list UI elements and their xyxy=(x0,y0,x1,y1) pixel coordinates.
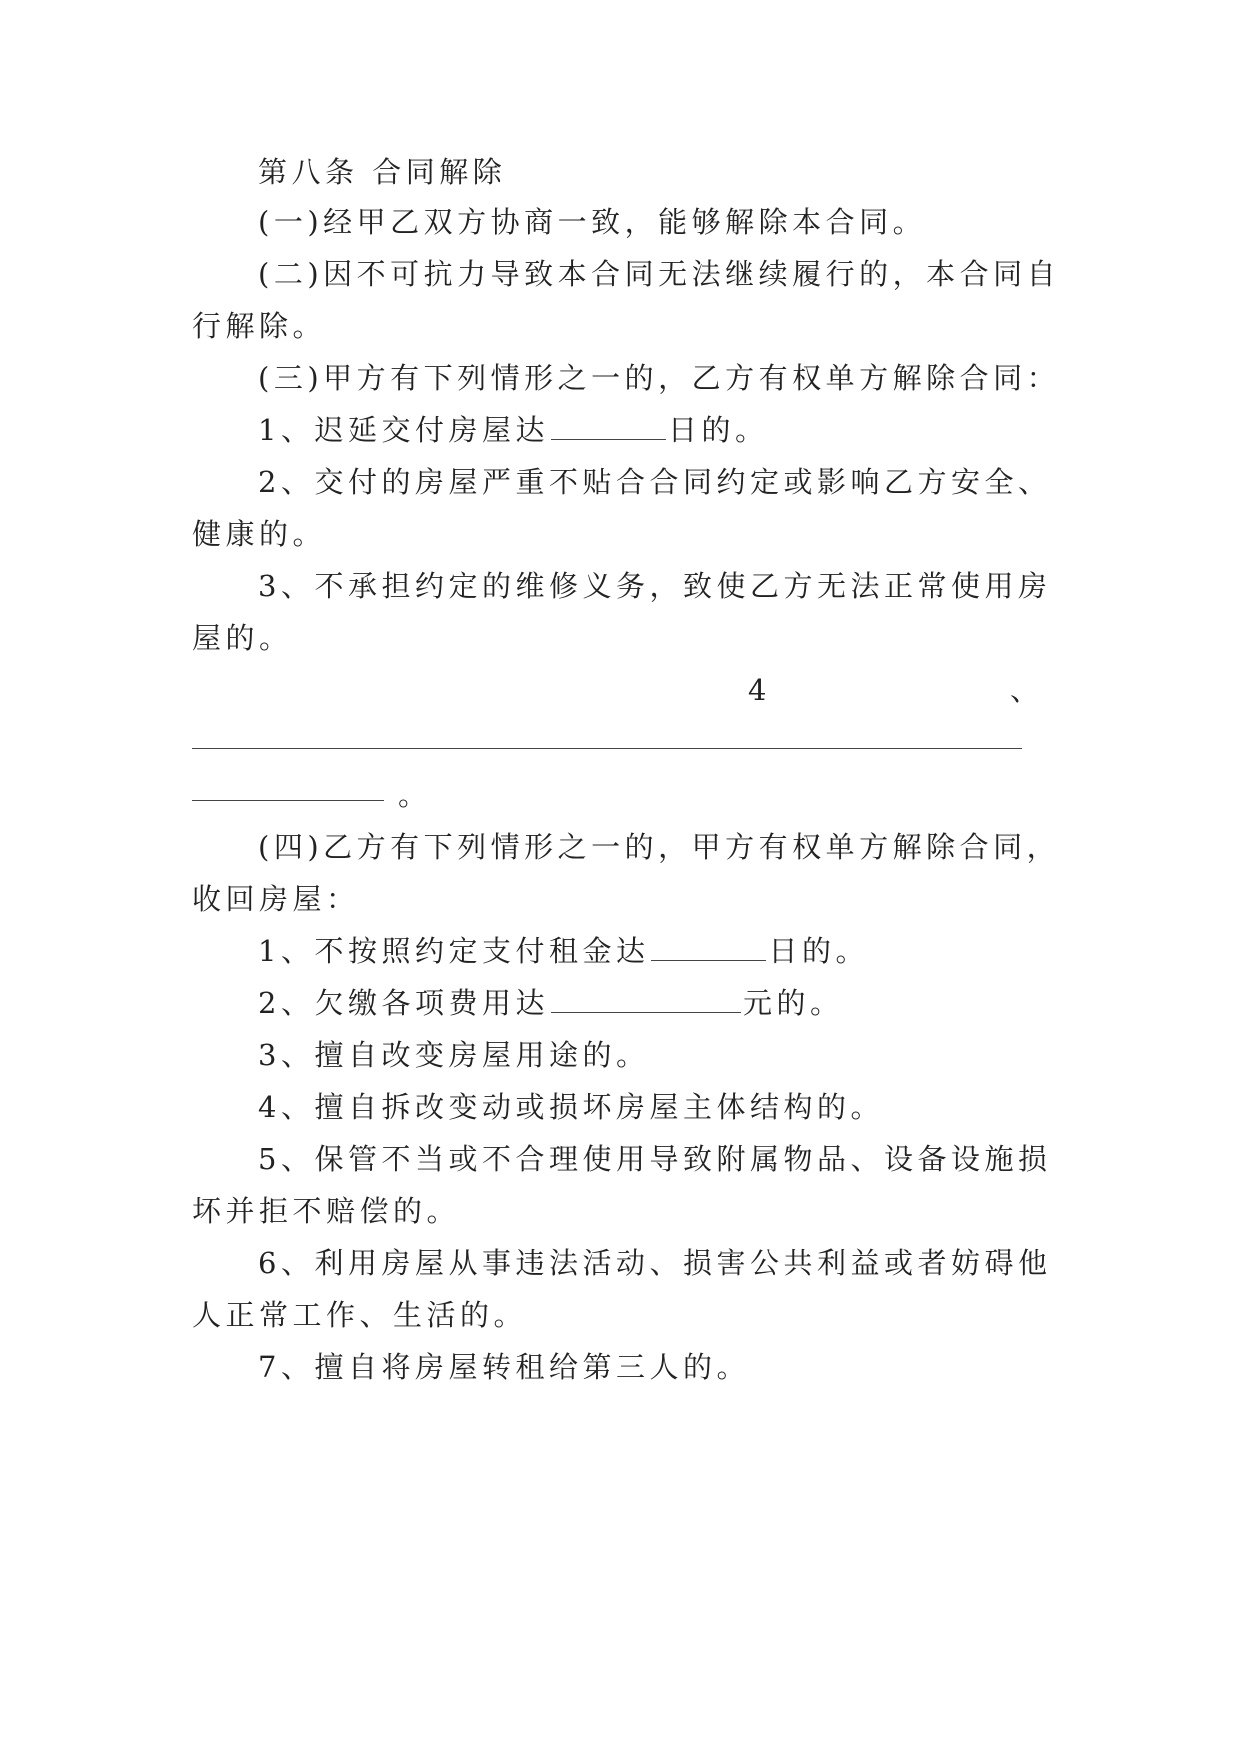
clause-3-item-4-number: 4 xyxy=(748,673,771,707)
clause-3-item-4-end: 。 xyxy=(398,778,432,812)
clause-1: (一)经甲乙双方协商一致，能够解除本合同。 xyxy=(258,205,927,239)
clause-4-item-2 xyxy=(258,983,843,1023)
clause-3: (三)甲方有下列情形之一的，乙方有权单方解除合同： xyxy=(258,361,1061,395)
clause-4-item-6-line-1: 6、利用房屋从事违法活动、损害公共利益或者妨碍他 xyxy=(258,1246,1052,1280)
article-heading: 第八条 合同解除 xyxy=(258,155,507,189)
clause-4-line-1: (四)乙方有下列情形之一的，甲方有权单方解除合同， xyxy=(258,830,1061,864)
clause-4-item-5-line-1: 5、保管不当或不合理使用导致附属物品、设备设施损 xyxy=(258,1142,1052,1176)
clause-3-item-1-text: 1、迟延交付房屋达 xyxy=(258,413,549,447)
clause-3-item-1-suffix: 日的。 xyxy=(667,413,769,447)
fill-blank-days[interactable] xyxy=(551,413,666,440)
clause-4-item-1-text: 1、不按照约定支付租金达 xyxy=(258,934,650,968)
clause-4-item-4: 4、擅自拆改变动或损坏房屋主体结构的。 xyxy=(258,1090,884,1124)
fill-blank-rent-days[interactable] xyxy=(651,934,766,961)
clause-4-item-3: 3、擅自改变房屋用途的。 xyxy=(258,1038,650,1072)
clause-3-item-2-line-1: 2、交付的房屋严重不贴合合同约定或影响乙方安全、 xyxy=(258,465,1052,499)
clause-4-item-1-suffix: 日的。 xyxy=(768,934,869,968)
clause-4-item-5-line-2: 坏并拒不赔偿的。 xyxy=(192,1194,461,1228)
clause-4-item-1 xyxy=(258,931,869,971)
fill-blank-line-long[interactable] xyxy=(192,748,1022,749)
fill-blank-fee-amount[interactable] xyxy=(551,986,741,1013)
clause-2-line-2: 行解除。 xyxy=(192,309,327,343)
clause-4-item-7: 7、擅自将房屋转租给第三人的。 xyxy=(258,1350,750,1384)
clause-3-item-4-separator: 、 xyxy=(1010,673,1044,707)
clause-3-item-3-line-2: 屋的。 xyxy=(192,621,293,655)
clause-3-item-3-line-1: 3、不承担约定的维修义务，致使乙方无法正常使用房 xyxy=(258,569,1052,603)
clause-4-item-2-suffix: 元的。 xyxy=(742,986,844,1020)
clause-2-line-1: (二)因不可抗力导致本合同无法继续履行的，本合同自 xyxy=(258,257,1061,291)
clause-4-item-6-line-2: 人正常工作、生活的。 xyxy=(192,1298,528,1332)
fill-blank-line-short[interactable] xyxy=(192,800,384,801)
clause-4-line-2: 收回房屋： xyxy=(192,882,360,916)
clause-3-item-1 xyxy=(258,410,768,450)
clause-3-item-2-line-2: 健康的。 xyxy=(192,517,327,551)
clause-4-item-2-text: 2、欠缴各项费用达 xyxy=(258,986,549,1020)
